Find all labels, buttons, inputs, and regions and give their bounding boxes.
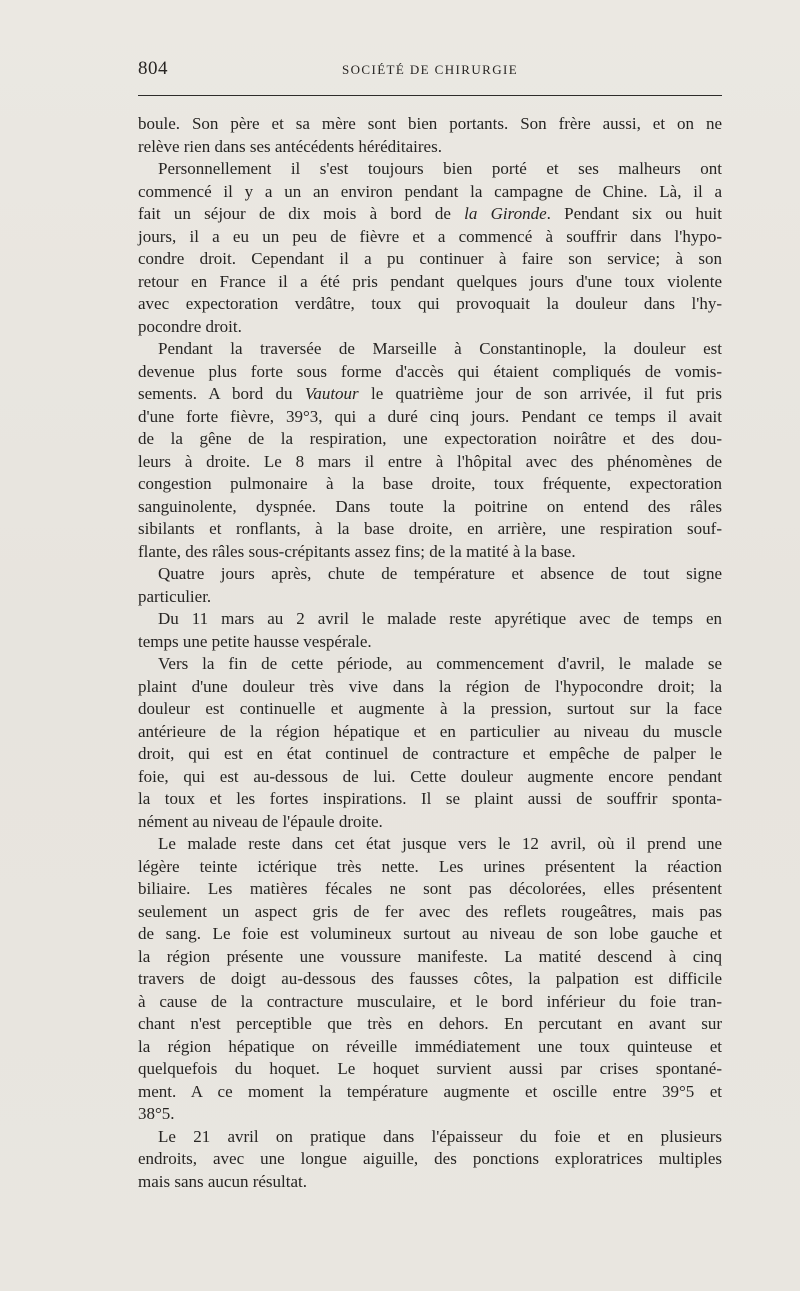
page-number: 804: [138, 58, 168, 79]
text-line: temps une petite hausse vespérale.: [138, 631, 372, 651]
text-line: avec expectoration verdâtre, toux qui provoquait la douleur dans l'hy-: [138, 294, 722, 313]
page-header: [138, 56, 722, 84]
ship-name: Vautour: [304, 384, 359, 403]
text-line: la région présente une voussure manifeste. La matité descend à cinq: [138, 946, 722, 966]
text-line: condre droit. Cependant il a pu continuer à faire son service; à son: [138, 249, 722, 268]
paragraph: [138, 563, 722, 608]
text-line: devenue plus forte sous forme d'accès qui étaient compliqués de vomis-: [138, 361, 722, 381]
text-line: d'une forte fièvre, 39°3, qui a duré cinq jours. Pendant ce temps il avait: [138, 406, 722, 426]
paragraph: [138, 653, 722, 833]
text-line: de sang. Le foie est volumineux surtout au niveau de son lobe gauche et: [138, 924, 722, 943]
text-line: particulier.: [138, 586, 212, 606]
text-line: sanguinolente, dyspnée. Dans toute la poitrine on entend des râles: [138, 496, 722, 516]
text-line: travers de doigt au-dessous des fausses côtes, la palpation est difficile: [138, 969, 722, 988]
text-line: la toux et les fortes inspirations. Il se plaint aussi de souffrir sponta-: [138, 789, 722, 808]
text-line: Du 11 mars au 2 avril le malade reste apyrétique avec de temps en: [158, 609, 722, 628]
text-line: chant n'est perceptible que très en dehors. En percutant en avant sur: [138, 1014, 722, 1033]
text-line: légère teinte ictérique très nette. Les urines présentent la réaction: [138, 856, 722, 876]
running-title: SOCIÉTÉ DE CHIRURGIE: [342, 62, 519, 77]
text-line: endroits, avec une longue aiguille, des ponctions exploratrices multiples: [138, 1149, 722, 1168]
text-line: jours, il a eu un peu de fièvre et a commencé à souffrir dans l'hypo-: [138, 226, 722, 246]
text-line: congestion pulmonaire à la base droite, toux fréquente, expectoration: [138, 474, 722, 493]
header-rule: [138, 95, 722, 96]
paragraph: [138, 1126, 722, 1194]
text-line: droit, qui est en état continuel de contracture et empêche de palper le: [138, 744, 722, 763]
text-line: plaint d'une douleur très vive dans la région de l'hypocondre droit; la: [138, 676, 722, 696]
text-line: Vers la fin de cette période, au commencement d'avril, le malade se: [158, 654, 722, 673]
text-line: ment. A ce moment la température augmente et oscille entre 39°5 et: [138, 1081, 722, 1101]
text-line: Personnellement il s'est toujours bien porté et ses malheurs ont: [158, 159, 722, 178]
text-line: nément au niveau de l'épaule droite.: [138, 811, 383, 831]
text-line: mais sans aucun résultat.: [138, 1171, 308, 1191]
paragraph: [138, 608, 722, 653]
text-line: boule. Son père et sa mère sont bien portants. Son frère aussi, et on ne: [138, 114, 722, 133]
text-line: Le malade reste dans cet état jusque vers le 12 avril, où il prend une: [158, 834, 722, 853]
text-line: biliaire. Les matières fécales ne sont pas décolorées, elles présentent: [138, 879, 722, 898]
text-line: 38°5.: [138, 1104, 175, 1123]
text-line: sibilants et ronflants, à la base droite, en arrière, une respiration souf-: [138, 519, 722, 538]
text-line: flante, des râles sous-crépitants assez fins; de la matité à la base.: [138, 541, 576, 561]
text-line: leurs à droite. Le 8 mars il entre à l'hôpital avec des phénomènes de: [138, 451, 722, 471]
text-line: Pendant la traversée de Marseille à Constantinople, la douleur est: [158, 339, 722, 358]
paragraph: [138, 113, 722, 158]
ship-name: la Gironde: [464, 204, 547, 223]
text-line: de la gêne de la respiration, une expectoration noirâtre et des dou-: [138, 429, 722, 448]
text-line: seulement un aspect gris de fer avec des reflets rougeâtres, mais pas: [138, 901, 722, 921]
body-text: [138, 113, 722, 1193]
text-line: relève rien dans ses antécédents héréditaires.: [138, 136, 442, 156]
paragraph: [138, 833, 722, 1126]
text-line: antérieure de la région hépatique et en particulier au niveau du muscle: [138, 721, 722, 741]
text-line: douleur est continuelle et augmente à la pression, surtout sur la face: [138, 699, 722, 718]
text-line: à cause de la contracture musculaire, et le bord inférieur du foie tran-: [138, 991, 722, 1011]
text-line: quelquefois du hoquet. Le hoquet survient aussi par crises spontané-: [138, 1059, 722, 1078]
text-line: sements. A bord du Vautour le quatrième jour de son arrivée, il fut pris: [138, 384, 722, 403]
text-line: Le 21 avril on pratique dans l'épaisseur du foie et en plusieurs: [158, 1126, 722, 1146]
paragraph: [138, 338, 722, 563]
text-line: pocondre droit.: [138, 316, 242, 336]
text-line: la région hépatique on réveille immédiatement une toux quinteuse et: [138, 1036, 722, 1056]
text-line: fait un séjour de dix mois à bord de la Gironde. Pendant six ou huit: [138, 204, 722, 223]
text-line: commencé il y a un an environ pendant la campagne de Chine. Là, il a: [138, 181, 722, 201]
paragraph: [138, 158, 722, 338]
text-line: retour en France il a été pris pendant quelques jours d'une toux violente: [138, 271, 722, 291]
text-line: foie, qui est au-dessous de lui. Cette douleur augmente encore pendant: [138, 766, 722, 786]
text-line: Quatre jours après, chute de température et absence de tout signe: [158, 564, 722, 583]
